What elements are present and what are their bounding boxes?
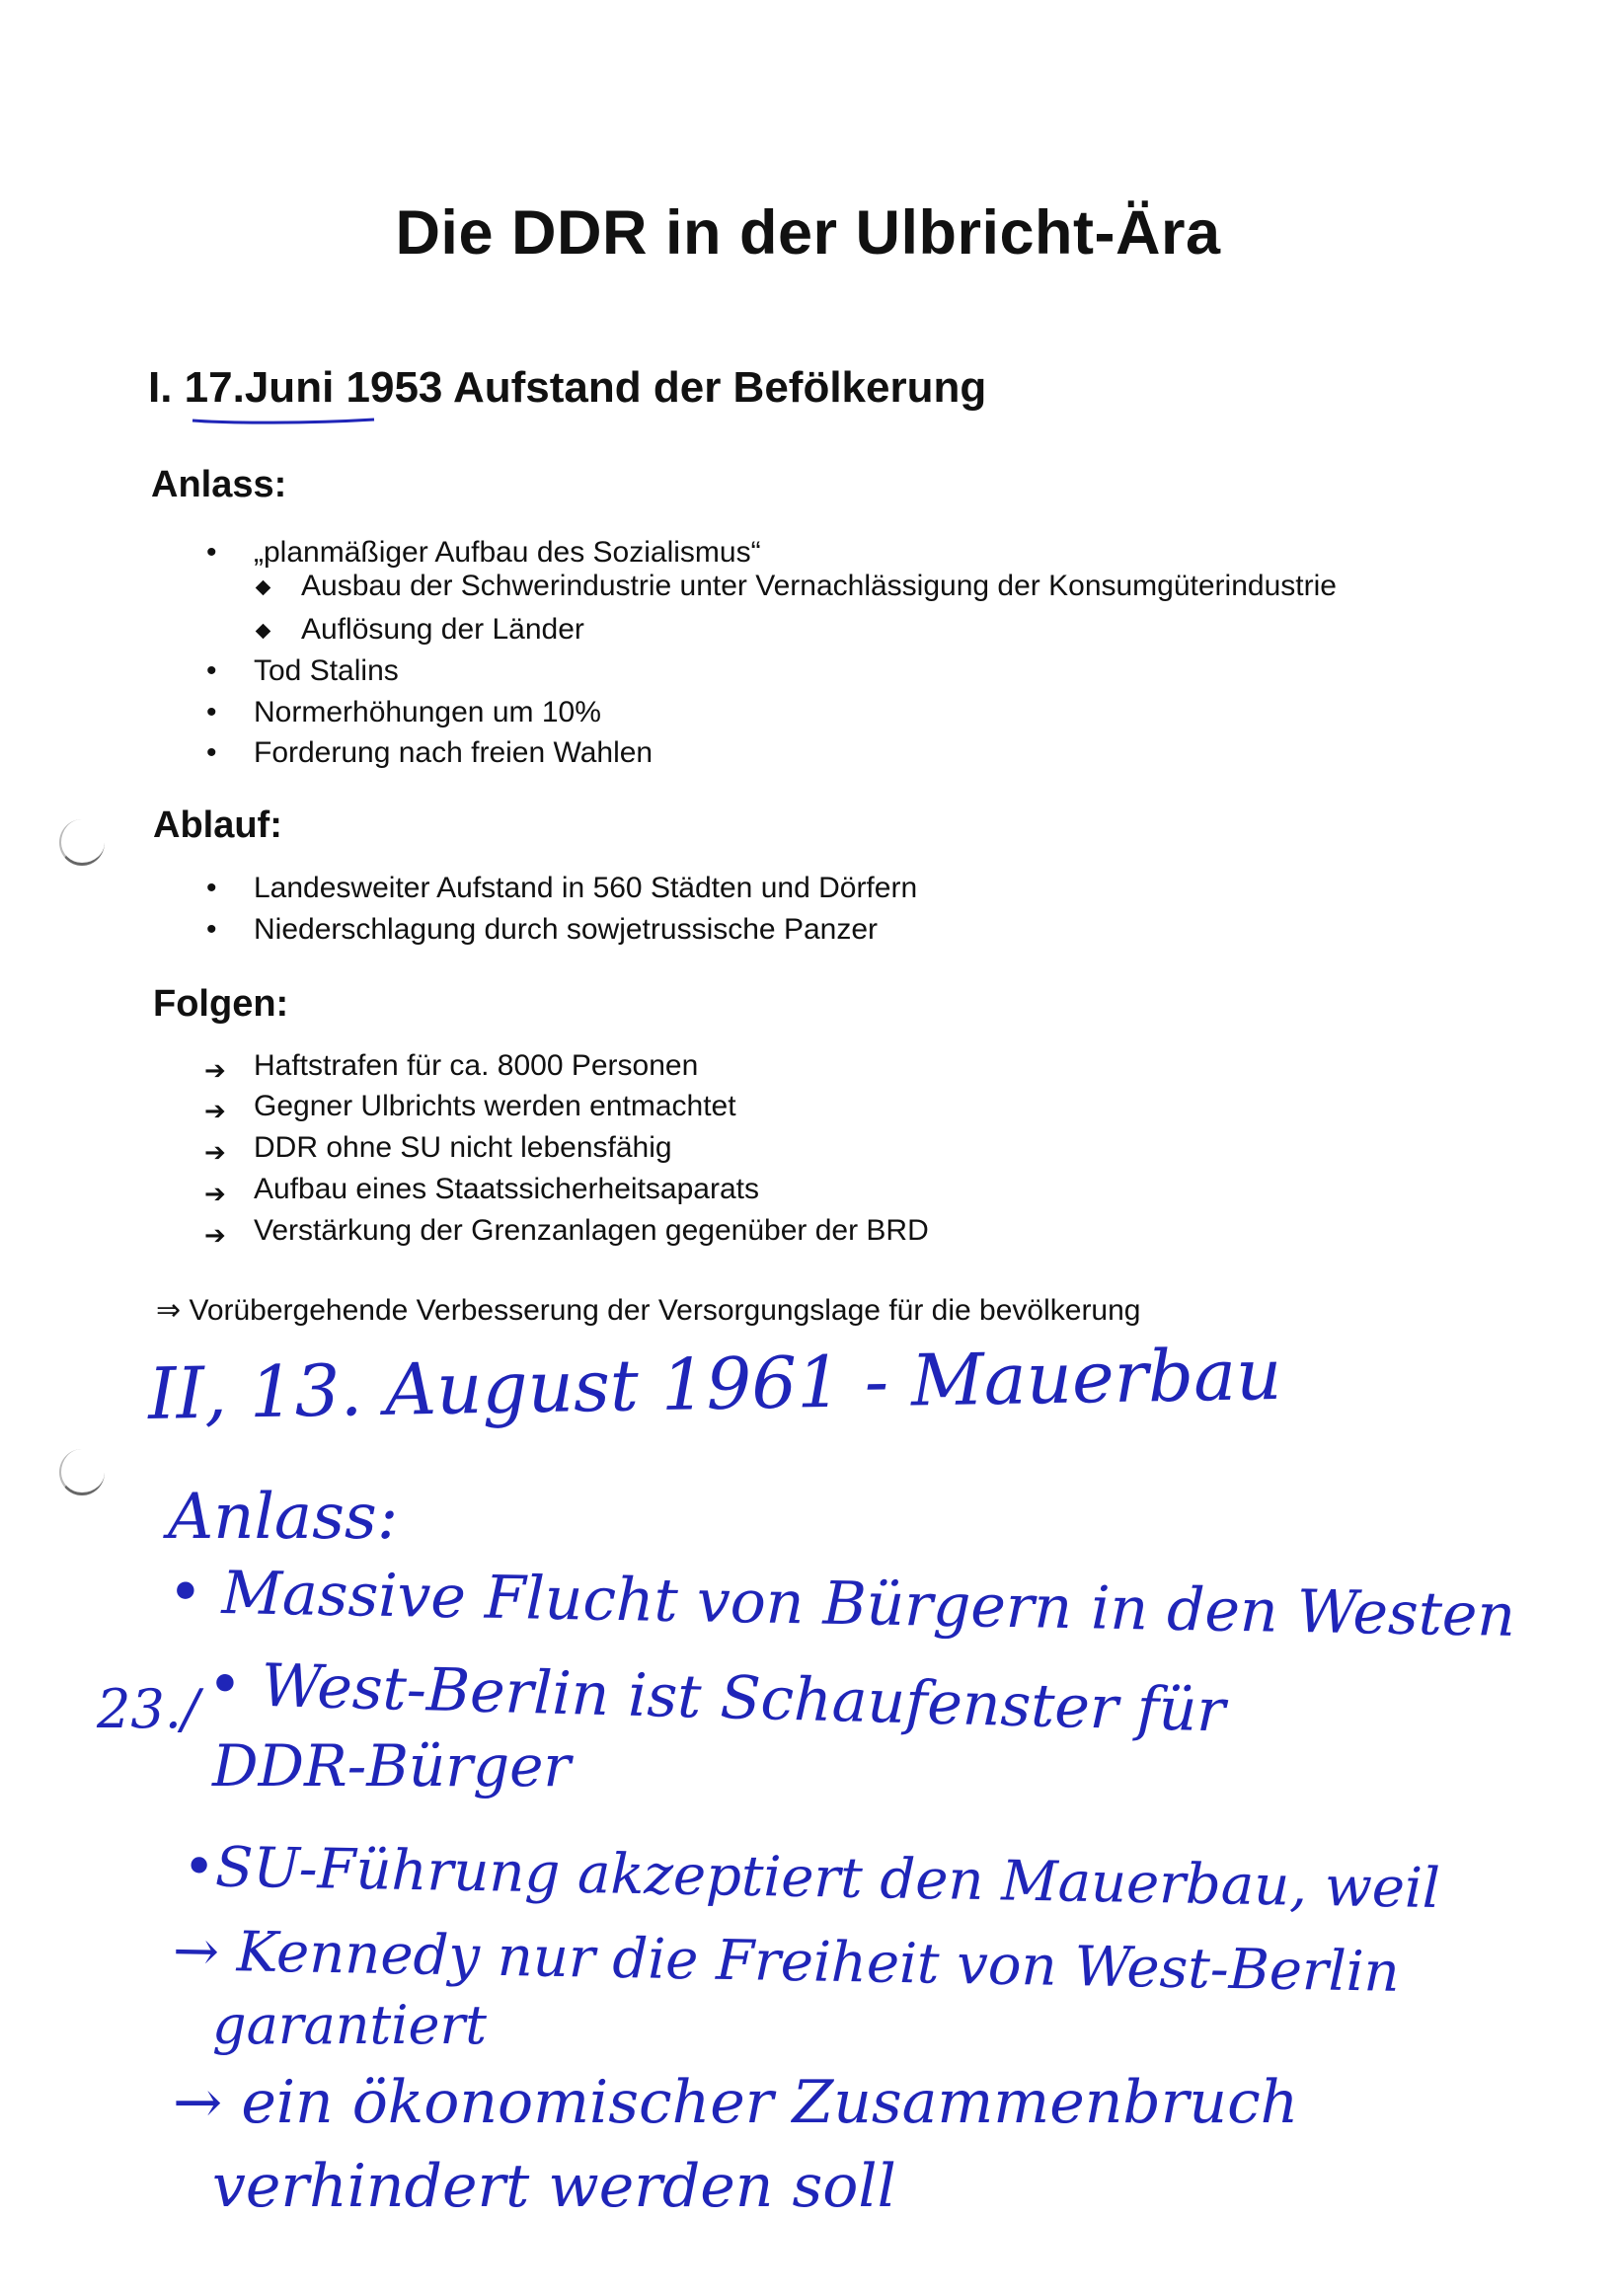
list-item: ➔ DDR ohne SU nicht lebensfähig <box>204 1131 672 1167</box>
handwritten-line: •SU-Führung akzeptiert den Mauerbau, weil <box>182 1834 1441 1922</box>
list-item: Auflösung der Länder <box>301 613 584 647</box>
list-item: ➔ Verstärkung der Grenzanlagen gegenüber der BRD <box>204 1214 929 1250</box>
arrow-right-icon: ➔ <box>204 1179 226 1208</box>
punch-hole-icon <box>59 1449 105 1495</box>
handwritten-line: → ein ökonomischer Zusammenbruch <box>173 2068 1299 2137</box>
bullet-icon: • <box>206 872 217 904</box>
page-title: Die DDR in der Ulbricht-Ära <box>395 198 1221 268</box>
arrow-right-icon: ➔ <box>204 1096 226 1125</box>
list-item: • Landesweiter Aufstand in 560 Städten und Dörfern <box>206 872 918 904</box>
ablauf-heading: Ablauf: <box>153 804 282 846</box>
punch-hole-icon <box>59 819 105 866</box>
handwritten-line: garantiert <box>212 1994 487 2056</box>
conclusion-text: ⇒ Vorübergehende Verbesserung der Versorgungslage für die bevölkerung <box>156 1294 1141 1327</box>
handwritten-line: • West-Berlin ist Schaufenster für <box>206 1649 1227 1746</box>
arrow-right-icon: ➔ <box>204 1220 226 1250</box>
bullet-icon: • <box>206 913 217 946</box>
arrow-right-icon: ➔ <box>204 1137 226 1167</box>
handwritten-line: • Massive Flucht von Bürgern in den Westen <box>167 1558 1516 1650</box>
handwritten-underline <box>191 415 376 424</box>
list-item: • Forderung nach freien Wahlen <box>206 736 654 769</box>
handwritten-line: → Kennedy nur die Freiheit von West-Berlin <box>172 1919 1401 2005</box>
list-item: ➔ Aufbau eines Staatssicherheitsaparats <box>204 1173 759 1208</box>
handwritten-heading: II, 13. August 1961 - Mauerbau <box>147 1332 1283 1436</box>
bullet-icon: • <box>206 736 217 769</box>
diamond-bullet-icon <box>256 624 271 640</box>
bullet-icon: • <box>206 536 217 569</box>
anlass-heading: Anlass: <box>151 464 287 505</box>
list-item: • „planmäßiger Aufbau des Sozialismus“ <box>206 536 761 569</box>
handwritten-margin-note: 23./ <box>97 1678 200 1740</box>
list-item: • Normerhöhungen um 10% <box>206 696 601 728</box>
arrow-right-icon: ➔ <box>204 1055 226 1085</box>
list-item: • Niederschlagung durch sowjetrussische Panzer <box>206 913 878 946</box>
diamond-bullet-icon <box>256 580 271 596</box>
folgen-heading: Folgen: <box>153 983 289 1025</box>
list-item: ➔ Haftstrafen für ca. 8000 Personen <box>204 1049 699 1085</box>
handwritten-anlass-label: Anlass: <box>168 1481 399 1554</box>
section-heading-17-juni: I. 17.Juni 1953 Aufstand der Befölkerung <box>148 363 987 412</box>
list-item: Ausbau der Schwerindustrie unter Vernachlässigung der Konsumgüterindustrie <box>301 570 1337 603</box>
handwritten-line: verhindert werden soll <box>212 2152 896 2221</box>
handwritten-line: DDR-Bürger <box>212 1732 572 1799</box>
list-item: • Tod Stalins <box>206 654 399 687</box>
bullet-icon: • <box>206 696 217 728</box>
bullet-icon: • <box>206 654 217 687</box>
list-item: ➔ Gegner Ulbrichts werden entmachtet <box>204 1090 736 1125</box>
